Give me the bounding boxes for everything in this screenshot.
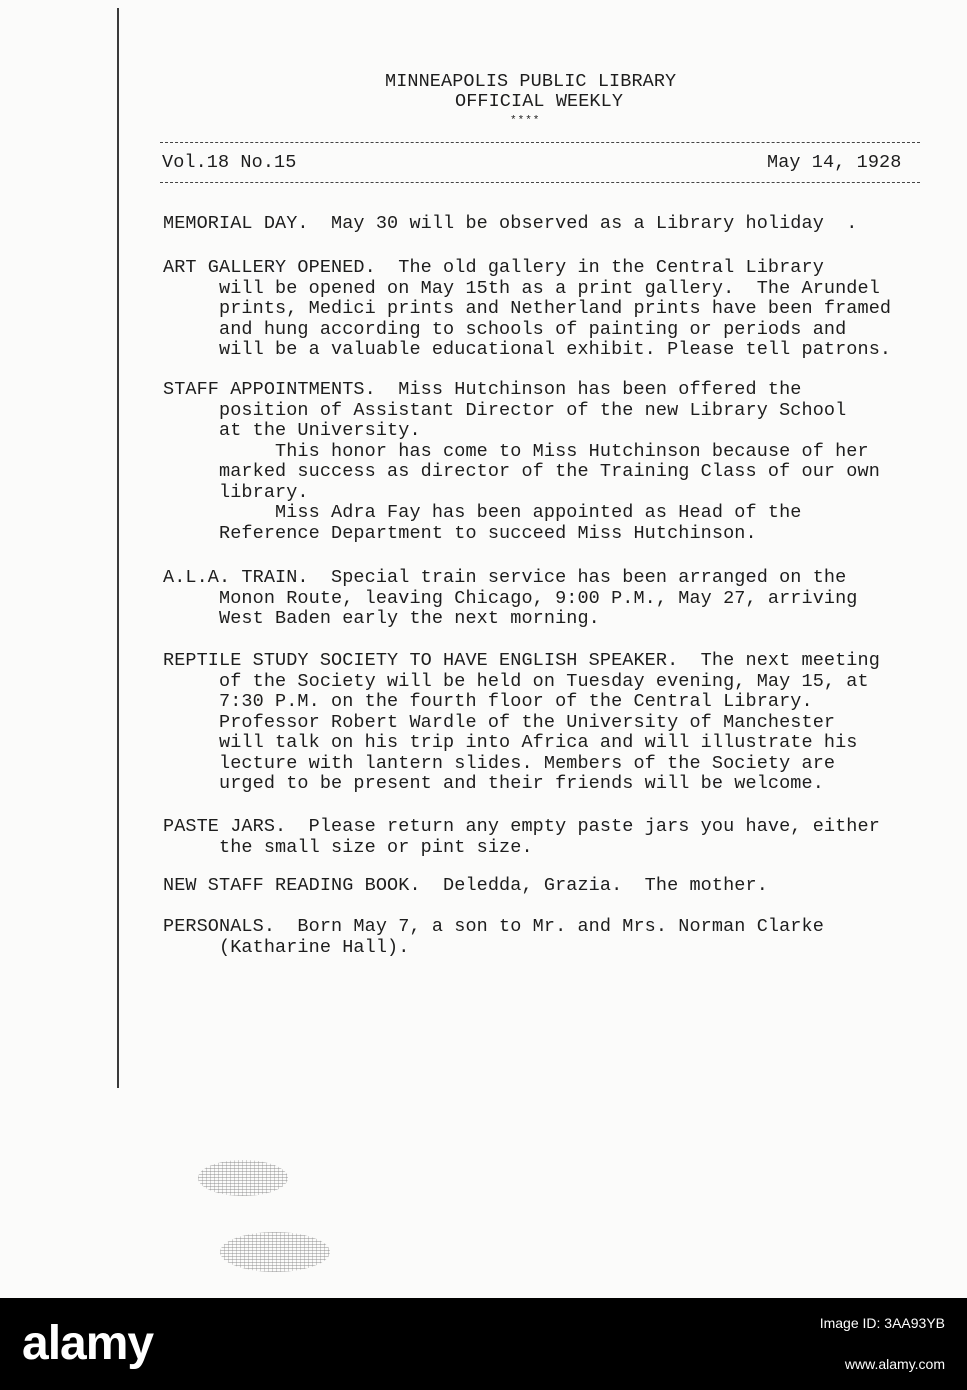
art-gallery-line: and hung according to schools of painting or periods and bbox=[163, 318, 847, 340]
staff-appointments-line: position of Assistant Director of the new Library School bbox=[163, 399, 847, 421]
paste-jars-line: PASTE JARS. Please return any empty paste jars you have, either bbox=[163, 816, 880, 837]
reptile-society-line: Professor Robert Wardle of the University of Manchester bbox=[163, 711, 836, 733]
reptile-society-line: of the Society will be held on Tuesday evening, May 15, at bbox=[163, 670, 869, 692]
ink-smudge bbox=[220, 1232, 330, 1272]
staff-appointments-line: marked success as director of the Training Class of our own bbox=[163, 461, 880, 482]
volume-number: Vol.18 No.15 bbox=[162, 152, 297, 173]
image-id: Image ID: 3AA93YB bbox=[819, 1315, 945, 1331]
margin-rule bbox=[117, 8, 119, 1088]
personals-line: (Katharine Hall). bbox=[163, 936, 410, 958]
top-rule bbox=[160, 142, 920, 143]
staff-appointments-line: Miss Adra Fay has been appointed as Head of the bbox=[163, 502, 802, 523]
reptile-society-line: urged to be present and their friends will be welcome. bbox=[163, 773, 824, 794]
reptile-society-line: lecture with lantern slides. Members of the Society are bbox=[163, 752, 836, 774]
personals-line: PERSONALS. Born May 7, a son to Mr. and Mrs. Norman Clarke bbox=[163, 916, 824, 937]
ala-train-line: Monon Route, leaving Chicago, 9:00 P.M., May 27, arriving bbox=[163, 587, 858, 609]
staff-appointments-line: This honor has come to Miss Hutchinson because of her bbox=[163, 440, 869, 462]
reptile-society-line: will talk on his trip into Africa and will illustrate his bbox=[163, 732, 858, 753]
ink-smudge bbox=[198, 1160, 288, 1196]
art-gallery-line: ART GALLERY OPENED. The old gallery in the Central Library bbox=[163, 257, 824, 278]
ala-train-line: West Baden early the next morning. bbox=[163, 608, 600, 629]
masthead-ornament: **** bbox=[510, 115, 541, 127]
staff-appointments-line: library. bbox=[163, 481, 309, 503]
art-gallery-line: prints, Medici prints and Netherland prints have been framed bbox=[163, 298, 892, 319]
art-gallery-line: will be a valuable educational exhibit. Please tell patrons. bbox=[163, 339, 892, 360]
memorial-day-line: MEMORIAL DAY. May 30 will be observed as a Library holiday . bbox=[163, 213, 858, 234]
masthead-title: MINNEAPOLIS PUBLIC LIBRARY bbox=[385, 71, 677, 92]
staff-reading-book-line: NEW STAFF READING BOOK. Deledda, Grazia. The mother. bbox=[163, 875, 768, 896]
watermark-banner bbox=[0, 1298, 967, 1390]
reptile-society-line: 7:30 P.M. on the fourth floor of the Central Library. bbox=[163, 691, 813, 712]
watermark-url: www.alamy.com bbox=[844, 1356, 945, 1372]
reptile-society-line: REPTILE STUDY SOCIETY TO HAVE ENGLISH SPEAKER. The next meeting bbox=[163, 650, 880, 671]
bottom-rule bbox=[160, 182, 920, 183]
staff-appointments-line: STAFF APPOINTMENTS. Miss Hutchinson has been offered the bbox=[163, 379, 802, 400]
art-gallery-line: will be opened on May 15th as a print gallery. The Arundel bbox=[163, 277, 880, 299]
staff-appointments-line: at the University. bbox=[163, 420, 421, 441]
ala-train-line: A.L.A. TRAIN. Special train service has been arranged on the bbox=[163, 567, 847, 588]
alamy-logo: alamy bbox=[22, 1317, 154, 1370]
issue-date: May 14, 1928 bbox=[767, 152, 902, 173]
masthead-subtitle: OFFICIAL WEEKLY bbox=[455, 91, 624, 112]
paste-jars-line: the small size or pint size. bbox=[163, 836, 533, 858]
staff-appointments-line: Reference Department to succeed Miss Hutchinson. bbox=[163, 522, 757, 544]
